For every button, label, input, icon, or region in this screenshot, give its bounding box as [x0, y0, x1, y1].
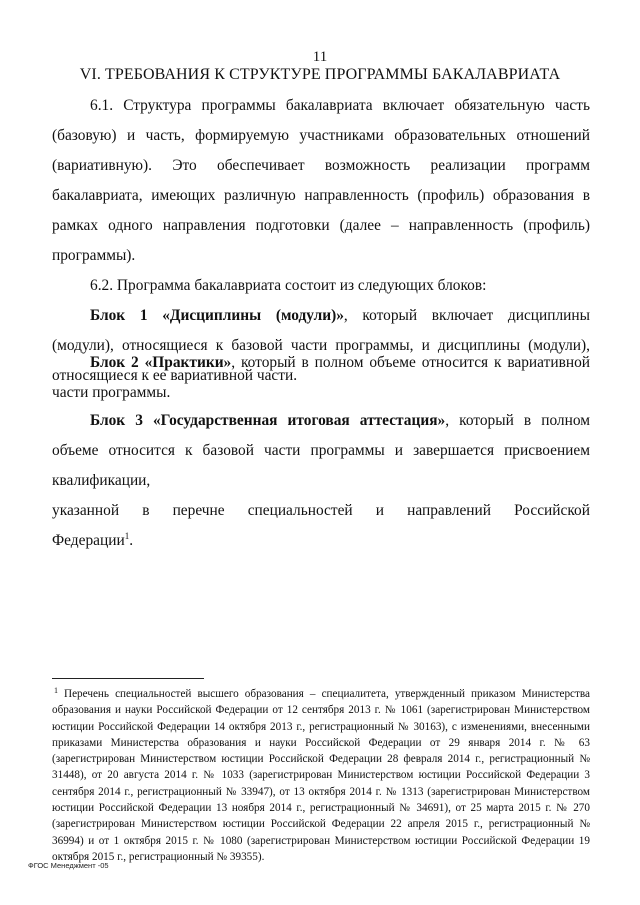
paragraph-block-3 — [52, 406, 590, 496]
block-2-text: , который в полном объеме относится к вариативной части программы. — [52, 354, 590, 401]
line-word: Российской — [514, 502, 590, 519]
line-word: специальностей — [247, 502, 353, 519]
block-3-last-line: Федерации$^1$. — [52, 531, 134, 549]
section-heading: VI. ТРЕБОВАНИЯ К СТРУКТУРЕ ПРОГРАММЫ БАКАЛАВРИАТА — [79, 66, 561, 83]
footnote-separator — [52, 678, 204, 679]
paragraph-6-2: 6.2. Программа бакалавриата состоит из следующих блоков: — [90, 277, 487, 294]
paragraph-block-2 — [52, 348, 590, 408]
line-word: перечне — [172, 502, 225, 519]
block-1-text: , который включает дисциплины (модули), относящиеся к базовой части программы, и дисциплины (модули), относящиеся к ее вариативной части. — [52, 307, 590, 384]
paragraph-6-1: 6.1. Структура программы бакалавриата включает обязательную часть (базовую) и часть, формируемую участниками образовательных отношений (вариативную). Это обеспечивает возможность реализации программ бакалавриата, имеющих различную направленность (профиль) образования в рамках одного направления подготовки (далее – направленность (профиль) программы). — [52, 97, 590, 264]
line-word: указанной — [52, 502, 120, 519]
footnote — [52, 686, 590, 865]
footnote-text: Перечень специальностей высшего образования – специалитета, утвержденный приказом Министерства образования и науки Российской Федерации от 12 сентября 2013 г. № 1061 (зарегистрирован Министерством юстиции Российской Федерации 14 октября 2013 г., регистрационный № 30163), с изменениями, внесенными приказами Министерства образования и науки Российской Федерации от 29 января 2014 г. № 63 (зарегистрирован Министерством юстиции Российской Федерации 28 февраля 2014 г., регистрационный № 31448), от 20 августа 2014 г. № 1033 (зарегистрирован Министерством юстиции Российской Федерации 3 сентября 2014 г., регистрационный № 33947), от 13 октября 2014 г. № 1313 (зарегистрирован Министерством юстиции Российской Федерации 13 ноября 2014 г., регистрационный № 34691), от 25 марта 2015 г. № 270 (зарегистрирован Министерством юстиции Российской Федерации 22 апреля 2015 г., регистрационный № 36994) и от 1 октября 2015 г. № 1080 (зарегистрирован Министерством юстиции Российской Федерации 19 октября 2015 г., регистрационный № 39355). — [52, 688, 590, 863]
footnote-mark: 1 — [54, 686, 58, 695]
footnote-reference[interactable]: 1 — [124, 531, 130, 541]
block-1-title: Блок 1 «Дисциплины (модули)» — [90, 307, 344, 324]
line-word: направлений — [407, 502, 492, 519]
block-3-section — [52, 406, 590, 556]
page-footer: ФГОС Менеджмент -05 — [28, 861, 109, 870]
block-2-section — [52, 348, 590, 408]
block-3-text: , который в полном объеме относится к базовой части программы и завершается присвоением квалификации, — [52, 412, 590, 489]
block-3-last-word: Федерации — [52, 532, 125, 549]
block-3-title: Блок 3 «Государственная итоговая аттестация» — [90, 412, 446, 429]
body-text — [52, 91, 590, 391]
block-3-spaced-line — [52, 496, 590, 526]
line-word: в — [142, 502, 150, 519]
block-2-title: Блок 2 «Практики» — [90, 354, 232, 371]
page-number: 11 — [312, 49, 328, 65]
line-word: и — [375, 502, 385, 519]
